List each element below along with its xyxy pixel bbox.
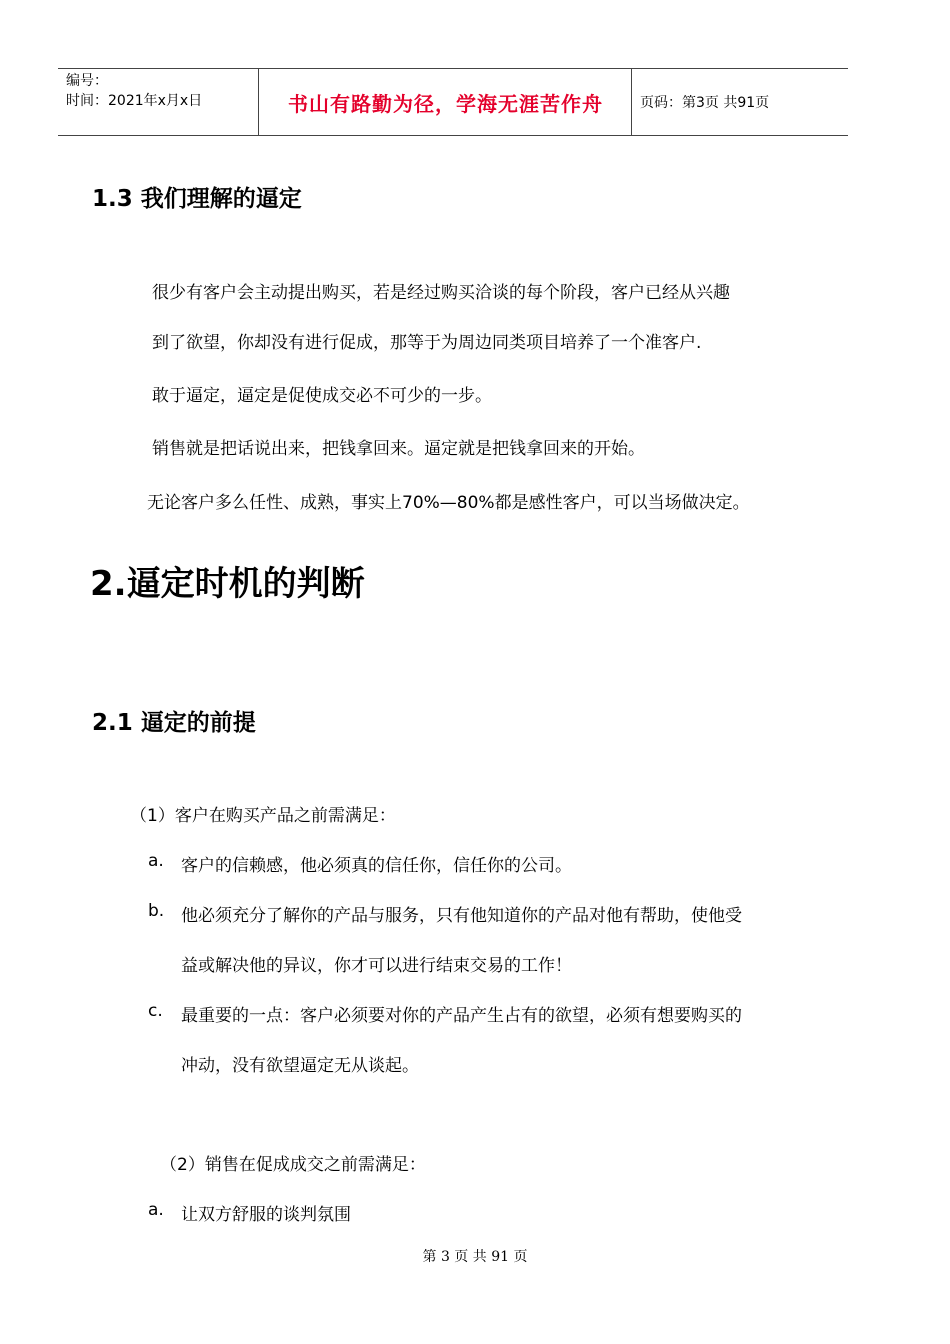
header-motto: 书山有路勤为径，学海无涯苦作舟 (288, 92, 603, 116)
header-page-info: 页码：第3页 共91页 (640, 95, 770, 111)
section-1-3-paragraph: 销售就是把话说出来，把钱拿回来。逼定就是把钱拿回来的开始。 (152, 439, 645, 459)
section-2-title: 2.逼定时机的判断 (90, 564, 365, 604)
list-item-text: 让双方舒服的谈判氛围 (181, 1205, 351, 1225)
list-item-text: 冲动，没有欲望逼定无从谈起。 (181, 1056, 419, 1076)
section-1-3-paragraph: 敢于逼定，逼定是促使成交必不可少的一步。 (152, 386, 492, 406)
list-item-text: 最重要的一点：客户必须要对你的产品产生占有的欲望，必须有想要购买的 (181, 1006, 742, 1026)
group-1-heading: （1）客户在购买产品之前需满足： (130, 806, 396, 826)
header-meta (66, 71, 202, 111)
header-divider-right (631, 69, 632, 136)
list-item-text: 他必须充分了解你的产品与服务，只有他知道你的产品对他有帮助，使他受 (181, 906, 742, 926)
section-1-3-paragraph: 无论客户多么任性、成熟，事实上70%—80%都是感性客户，可以当场做决定。 (147, 493, 750, 513)
group-2-heading: （2）销售在促成成交之前需满足： (160, 1155, 426, 1175)
document-time-label: 时间：2021年x月x日 (66, 93, 203, 109)
document-number-label: 编号： (66, 73, 108, 89)
list-item-marker: c. (148, 1001, 163, 1021)
section-1-3-paragraph: 很少有客户会主动提出购买，若是经过购买洽谈的每个阶段，客户已经从兴趣 (152, 283, 730, 303)
list-item-text: 客户的信赖感，他必须真的信任你，信任你的公司。 (181, 856, 572, 876)
page-header (58, 68, 848, 136)
list-item-marker: a. (148, 851, 164, 871)
section-2-1-title: 2.1 逼定的前提 (92, 710, 256, 736)
list-item-text: 益或解决他的异议，你才可以进行结束交易的工作！ (181, 956, 572, 976)
list-item-marker: b. (148, 901, 165, 921)
section-1-3-paragraph: 到了欲望，你却没有进行促成，那等于为周边同类项目培养了一个准客户. (152, 333, 702, 353)
section-1-3-title: 1.3 我们理解的逼定 (92, 186, 302, 212)
page-footer: 第 3 页 共 91 页 (422, 1249, 528, 1265)
list-item-marker: a. (148, 1200, 164, 1220)
